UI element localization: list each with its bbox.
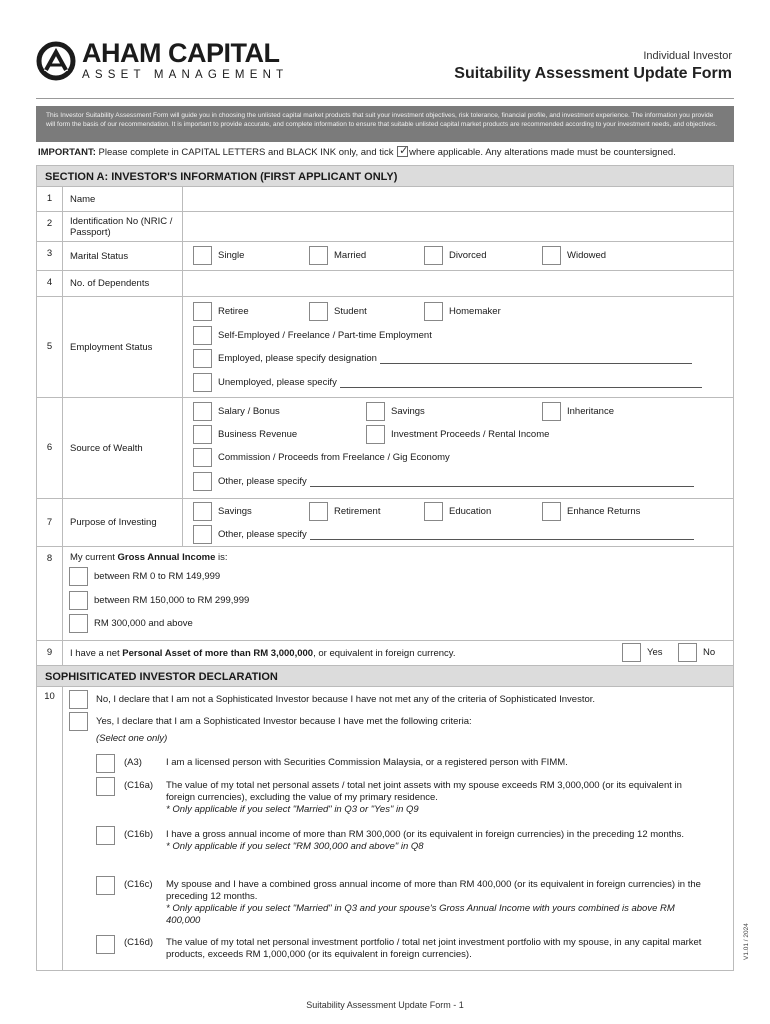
sophisticated-title: SOPHISITICATED INVESTOR DECLARATION [37, 666, 733, 687]
version-code: V1.01 / 2024 [743, 923, 750, 960]
checkbox[interactable] [542, 246, 561, 265]
row-dependents [37, 271, 733, 297]
option-not-sophisticated[interactable] [69, 690, 595, 709]
income-question [70, 552, 726, 563]
tick-example-icon [397, 146, 408, 157]
option-label: Yes [647, 647, 663, 658]
row-label: Name [63, 187, 183, 211]
criteria-c16c-checkbox[interactable] [96, 876, 115, 895]
criteria-c16d-checkbox[interactable] [96, 935, 115, 954]
option-label: Enhance Returns [567, 506, 641, 517]
checkbox[interactable] [622, 643, 641, 662]
form-audience: Individual Investor [643, 50, 732, 62]
checkbox[interactable] [366, 425, 385, 444]
row-number: 3 [37, 242, 63, 270]
criteria-a3-code: (A3) [124, 757, 142, 768]
option-divorced[interactable] [424, 246, 487, 265]
dependents-field[interactable] [183, 271, 733, 296]
option-label: Widowed [567, 250, 607, 261]
checkbox[interactable] [193, 349, 212, 368]
checkbox[interactable] [424, 502, 443, 521]
page-footer: Suitability Assessment Update Form - 1 [306, 1000, 464, 1010]
option-label: Self-Employed / Freelance / Part-time Employment [218, 330, 432, 341]
row-name [37, 187, 733, 212]
select-one-note [96, 733, 167, 745]
criteria-c16d-code: (C16d) [124, 937, 154, 948]
row-purpose-of-investing [37, 499, 733, 547]
section-a-form [36, 165, 734, 971]
row-source-of-wealth [37, 398, 733, 499]
option-education[interactable] [424, 502, 491, 521]
checkbox[interactable] [193, 402, 212, 421]
checkbox[interactable] [193, 448, 212, 467]
checkbox[interactable] [309, 302, 328, 321]
option-label: Homemaker [449, 306, 501, 317]
important-text-before: Please complete in CAPITAL LETTERS and BLACK INK only, and tick [98, 147, 394, 158]
option-label: Single [218, 250, 245, 261]
option-student[interactable] [309, 302, 367, 321]
option-label: Commission / Proceeds from Freelance / Gig Economy [218, 452, 450, 463]
option-investment-proceeds[interactable] [366, 425, 549, 444]
option-unemployed[interactable] [193, 373, 702, 392]
option-label: Other, please specify [218, 476, 307, 487]
option-label: Retiree [218, 306, 249, 317]
checkbox[interactable] [193, 246, 212, 265]
checkbox[interactable] [424, 246, 443, 265]
option-salary[interactable] [193, 402, 280, 421]
checkbox[interactable] [69, 591, 88, 610]
identification-field[interactable] [183, 212, 733, 241]
row-label: Employment Status [63, 297, 183, 397]
option-widowed[interactable] [542, 246, 606, 265]
brand-logo [36, 40, 288, 82]
option-retirement[interactable] [309, 502, 380, 521]
option-label: No [703, 647, 716, 658]
checkbox[interactable] [193, 425, 212, 444]
criteria-c16b-text [166, 829, 706, 853]
criteria-c16a-code: (C16a) [124, 780, 154, 791]
option-label: Student [334, 306, 367, 317]
option-employed[interactable] [193, 349, 692, 368]
checkbox[interactable] [69, 712, 88, 731]
option-label: Education [449, 506, 492, 517]
checkbox[interactable] [193, 373, 212, 392]
option-purpose-savings[interactable] [193, 502, 252, 521]
criteria-c16b-code: (C16b) [124, 829, 154, 840]
checkbox[interactable] [69, 614, 88, 633]
select-one-text: (Select one only) [96, 733, 168, 744]
criteria-note: * Only applicable if you select "Married" in Q3 and your spouse's Gross Annual Income with yours combined is above RM 400,000 [166, 903, 675, 926]
row-label: Purpose of Investing [63, 499, 183, 546]
row-number: 5 [37, 297, 63, 397]
criteria-c16a-checkbox[interactable] [96, 777, 115, 796]
option-label: between RM 0 to RM 149,999 [94, 571, 221, 582]
brand-name: AHAM CAPITAL [82, 38, 280, 68]
option-label: Yes, I declare that I am a Sophisticated Investor because I have met the following criteria: [96, 716, 472, 727]
criteria-a3-checkbox[interactable] [96, 754, 115, 773]
option-label: Investment Proceeds / Rental Income [391, 429, 550, 440]
option-label: Other, please specify [218, 529, 307, 540]
option-label: Married [334, 250, 367, 261]
option-label: Employed, please specify designation [218, 353, 377, 364]
row-number: 8 [37, 547, 63, 640]
checkbox[interactable] [309, 246, 328, 265]
option-label: No, I declare that I am not a Sophisticated Investor because I have not met any of the criteria of Sophisticated Investor. [96, 694, 596, 705]
row-personal-asset [37, 641, 733, 666]
option-sophisticated[interactable] [69, 712, 472, 731]
row-number: 7 [37, 499, 63, 546]
important-text-after: where applicable. Any alterations made must be countersigned. [409, 147, 676, 158]
option-homemaker[interactable] [424, 302, 501, 321]
option-self-employed[interactable] [193, 326, 432, 345]
important-label: IMPORTANT: [38, 147, 96, 158]
option-married[interactable] [309, 246, 366, 265]
option-retiree[interactable] [193, 302, 249, 321]
unemployed-specify-line[interactable] [340, 378, 702, 388]
row-label: Identification No (NRIC / Passport) [63, 212, 183, 241]
checkbox[interactable] [366, 402, 385, 421]
question-emphasis: Personal Asset of more than RM 3,000,000 [122, 648, 314, 659]
checkbox[interactable] [678, 643, 697, 662]
criteria-note: * Only applicable if you select "RM 300,000 and above" in Q8 [166, 841, 424, 852]
checkbox[interactable] [309, 502, 328, 521]
option-label: Savings [218, 506, 252, 517]
row-number: 4 [37, 271, 63, 296]
option-label: between RM 150,000 to RM 299,999 [94, 595, 250, 606]
row-number: 6 [37, 398, 63, 498]
row-label: No. of Dependents [63, 271, 183, 296]
question-text: , or equivalent in foreign currency. [313, 648, 456, 659]
row-number: 1 [37, 187, 63, 211]
criteria-text: My spouse and I have a combined gross annual income of more than RM 400,000 (or its equivalent in foreign currencies) in the preceding 12 months. [166, 879, 701, 902]
brand-subtitle: ASSET MANAGEMENT [82, 69, 289, 81]
row-marital-status [37, 242, 733, 271]
criteria-text: The value of my total net personal assets / total net joint assets with my spouse exceeds RM 3,000,000 (or its equivalent in foreign currencies), excluding the value of my primary residence. [166, 780, 682, 803]
criteria-c16c-code: (C16c) [124, 879, 153, 890]
option-wealth-other[interactable] [193, 472, 694, 491]
option-income-mid[interactable] [69, 591, 249, 610]
question-text: is: [215, 552, 228, 563]
checkbox[interactable] [193, 525, 212, 544]
option-no[interactable] [678, 643, 715, 662]
criteria-c16b-checkbox[interactable] [96, 826, 115, 845]
intro-text: This Investor Suitability Assessment Form will guide you in choosing the unlisted capital market products that suit your investment objectives, risk tolerance, financial profile, and investment experience. The information you provide will form the basis of our recommendation. It is important to provide accurate, and complete information to ensure that suitable unlisted capital market products are recommended according to your investment needs, and objectives. [36, 106, 734, 142]
criteria-c16c-text [166, 879, 706, 927]
checkbox[interactable] [69, 567, 88, 586]
option-label: Salary / Bonus [218, 406, 280, 417]
question-text: My current [70, 552, 118, 563]
option-inheritance[interactable] [542, 402, 614, 421]
row-employment-status [37, 297, 733, 398]
wealth-other-line[interactable] [310, 477, 694, 487]
option-label: Inheritance [567, 406, 615, 417]
important-note [38, 146, 676, 158]
question-emphasis: Gross Annual Income [117, 552, 216, 563]
criteria-note: * Only applicable if you select "Married" in Q3 or "Yes" in Q9 [166, 804, 419, 815]
option-label: Divorced [449, 250, 487, 261]
checkbox[interactable] [542, 402, 561, 421]
header-divider [36, 98, 734, 99]
row-number: 2 [37, 212, 63, 241]
designation-line[interactable] [380, 354, 692, 364]
row-gross-income [37, 547, 733, 641]
option-label: Retirement [334, 506, 381, 517]
checkbox[interactable] [193, 302, 212, 321]
checkbox[interactable] [69, 690, 88, 709]
purpose-other-line[interactable] [310, 530, 694, 540]
option-income-low[interactable] [69, 567, 220, 586]
criteria-c16d-text: The value of my total net personal investment portfolio / total net joint investment portfolio with my spouse, in any capital market products, exceeds RM 1,000,000 (or its equivalent in foreign currencies). [166, 937, 702, 960]
row-label: Source of Wealth [63, 398, 183, 498]
name-field[interactable] [183, 187, 733, 211]
option-label: Unemployed, please specify [218, 377, 337, 388]
criteria-a3-text: I am a licensed person with Securities Commission Malaysia, or a registered person with FIMM. [166, 757, 568, 768]
row-sophisticated-declaration [37, 687, 733, 970]
section-a-title: SECTION A: INVESTOR'S INFORMATION (FIRST APPLICANT ONLY) [37, 166, 733, 187]
row-label: Marital Status [63, 242, 183, 270]
page-title: Suitability Assessment Update Form [454, 65, 732, 82]
option-business-revenue[interactable] [193, 425, 297, 444]
option-yes[interactable] [622, 643, 663, 662]
option-single[interactable] [193, 246, 244, 265]
row-identification [37, 212, 733, 242]
option-enhance-returns[interactable] [542, 502, 640, 521]
option-commission[interactable] [193, 448, 450, 467]
row-number: 10 [37, 687, 63, 970]
option-label: Business Revenue [218, 429, 298, 440]
checkbox[interactable] [424, 302, 443, 321]
row-number: 9 [37, 641, 63, 665]
checkbox[interactable] [193, 472, 212, 491]
option-label: Savings [391, 406, 425, 417]
criteria-text: I have a gross annual income of more than RM 300,000 (or its equivalent in foreign currencies) in the preceding 12 months. [166, 829, 685, 840]
checkbox[interactable] [193, 502, 212, 521]
criteria-c16a-text [166, 780, 706, 816]
option-purpose-other[interactable] [193, 525, 694, 544]
option-income-high[interactable] [69, 614, 193, 633]
option-savings[interactable] [366, 402, 425, 421]
checkbox[interactable] [193, 326, 212, 345]
question-text: I have a net [70, 648, 123, 659]
aham-logo-icon [36, 41, 76, 81]
checkbox[interactable] [542, 502, 561, 521]
option-label: RM 300,000 and above [94, 618, 193, 629]
